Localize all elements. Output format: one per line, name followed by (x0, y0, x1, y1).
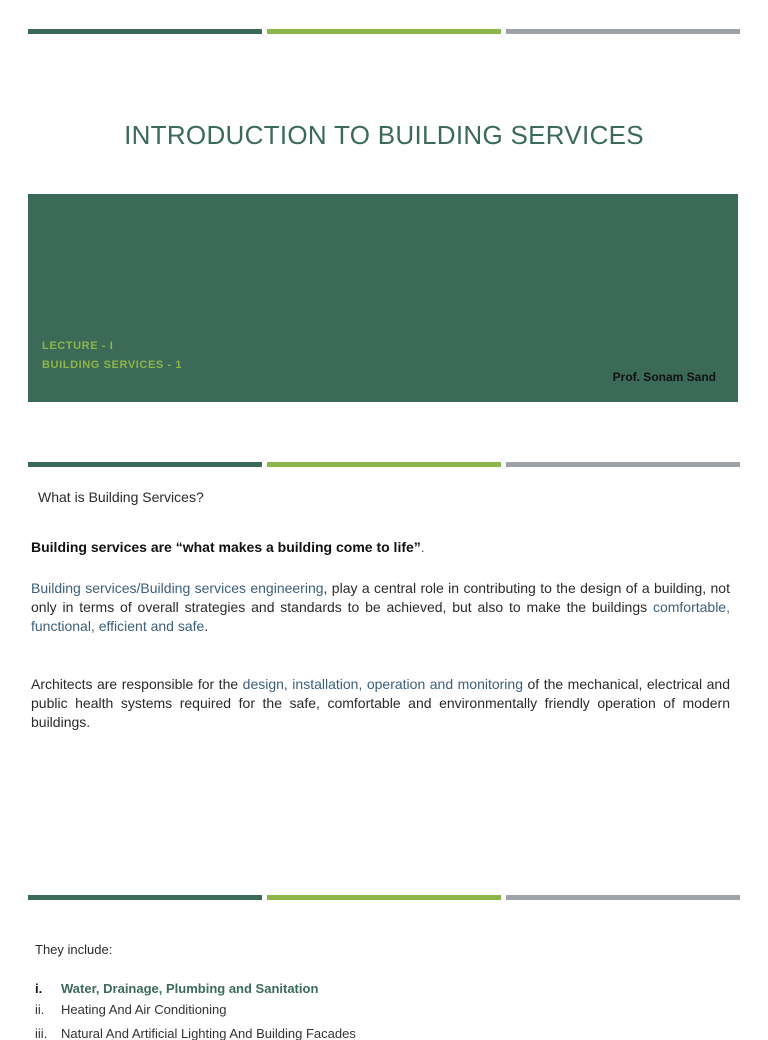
slide2-stripe (28, 462, 740, 467)
paragraph-2: Architects are responsible for the design, installation, operation and monitoring of the mechanical, electrical and public health systems required for the safe, comfortable and environmentally friendly operation of modern buildings. (31, 676, 730, 730)
lecture-label: LECTURE - I (42, 340, 114, 352)
top-stripe (28, 29, 740, 34)
slide-title: INTRODUCTION TO BUILDING SERVICES (124, 120, 644, 150)
professor-name: Prof. Sonam Sand (612, 370, 716, 384)
highlight-building-services: Building services/Building services engineering (31, 580, 324, 596)
list-item: i. Water, Drainage, Plumbing and Sanitation (35, 981, 319, 996)
list-item: ii. Heating And Air Conditioning (35, 1002, 227, 1017)
definition-line: Building services are “what makes a building come to life”. (31, 539, 425, 555)
list-item: iii. Natural And Artificial Lighting And Building Facades (35, 1026, 356, 1040)
title-banner (28, 194, 738, 402)
course-label: BUILDING SERVICES - 1 (42, 359, 183, 371)
paragraph-1: Building services/Building services engineering, play a central role in contributing to the design of a building, not only in terms of overall strategies and standards to be achieved, but also to make the buildings comfortable, functional, efficient and safe. (31, 580, 730, 634)
highlight-qualities: comfortable, functional, efficient and safe (31, 599, 730, 634)
definition-text: Building services are “what makes a building come to life” (31, 539, 421, 555)
include-intro: They include: (35, 942, 113, 957)
slide3-stripe (28, 895, 740, 900)
services-list (35, 978, 356, 1040)
question-text: What is Building Services? (38, 489, 204, 505)
highlight-responsibilities: design, installation, operation and monitoring (242, 676, 523, 692)
